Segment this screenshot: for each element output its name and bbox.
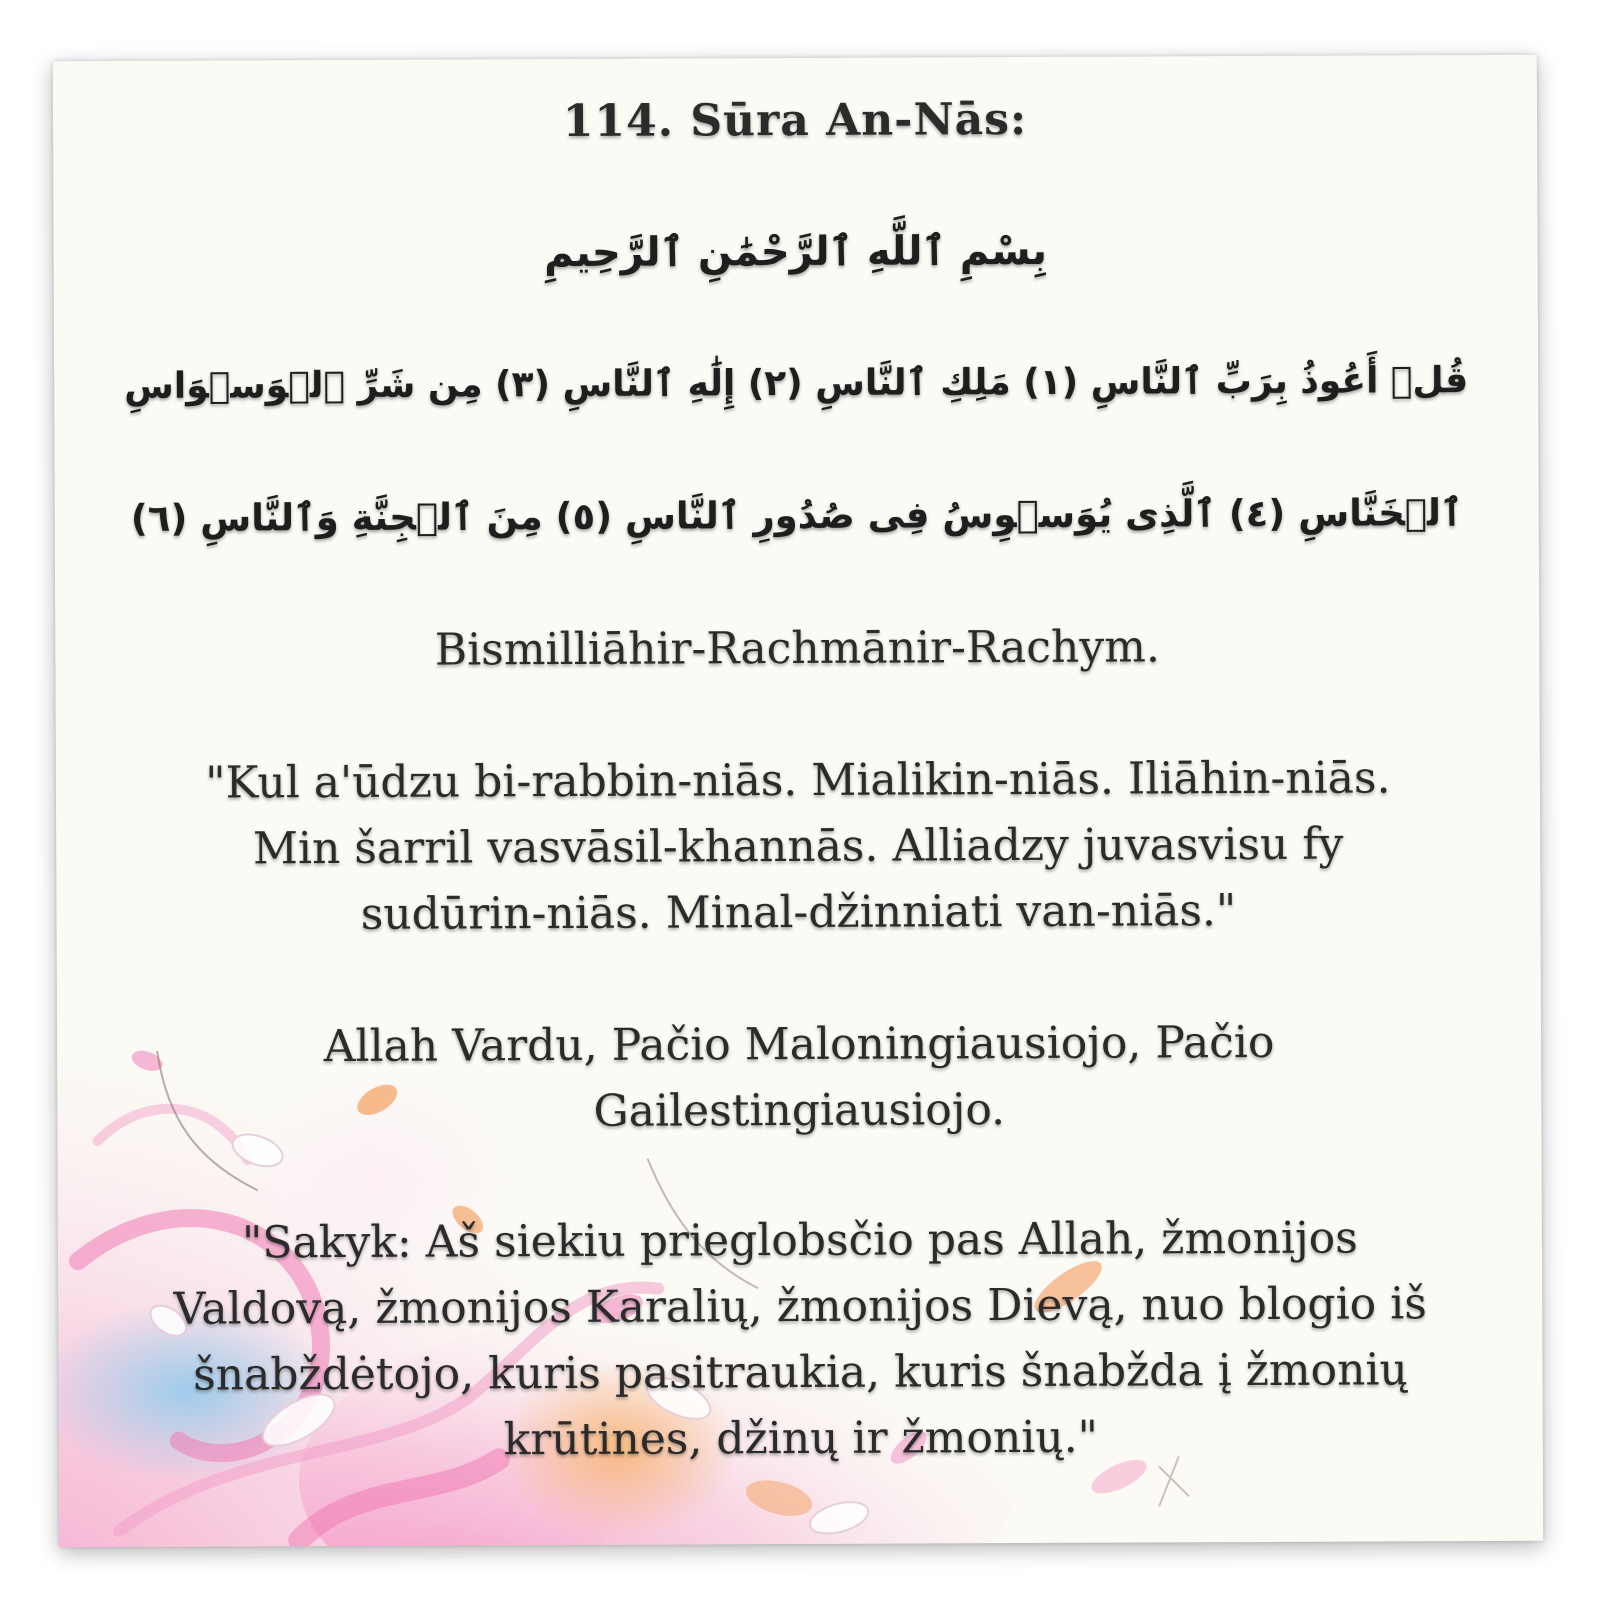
- text-layer: [53, 55, 1543, 1547]
- card: [53, 55, 1543, 1547]
- transliteration-line: "Kul a'ūdzu bi-rabbin-niās. Mialikin-niās. Iliāhin-niās.: [205, 752, 1391, 809]
- transliteration-line: sudūrin-niās. Minal-džinniati van-niās.": [360, 885, 1237, 940]
- translation-verse-line: "Sakyk: Aš siekiu prieglobsčio pas Allah, žmonijos: [241, 1212, 1358, 1269]
- transliteration-line: Min šarril vasvāsil-khannās. Alliadzy juvasvisu fy: [252, 818, 1344, 875]
- translation-basmala-line: Allah Vardu, Pačio Maloningiausiojo, Pačio: [323, 1016, 1275, 1073]
- arabic-verses-line-1: قُلۡ أَعُوذُ بِرَبِّ ٱلنَّاسِ (١) مَلِكِ ٱلنَّاسِ (٢) إِلَٰهِ ٱلنَّاسِ (٣) مِن شَرِّ ٱلۡوَسۡوَاسِ: [124, 360, 1469, 407]
- arabic-basmala: بِسْمِ ٱللَّهِ ٱلرَّحْمَٰنِ ٱلرَّحِيمِ: [544, 227, 1048, 277]
- translation-verse-line: Valdovą, žmonijos Karalių, žmonijos Dievą, nuo blogio iš: [173, 1278, 1427, 1335]
- arabic-verses-line-2: ٱلۡخَنَّاسِ (٤) ٱلَّذِى يُوَسۡوِسُ فِى صُدُورِ ٱلنَّاسِ (٥) مِنَ ٱلۡجِنَّةِ وَٱلنَّاسِ (٦): [130, 491, 1463, 540]
- translation-verse-line: šnabždėtojo, kuris pasitraukia, kuris šnabžda į žmonių: [193, 1344, 1408, 1401]
- transliteration-basmala: Bismilliāhir-Rachmānir-Rachym.: [434, 621, 1160, 676]
- translation-basmala-line: Gailestingiausiojo.: [593, 1084, 1006, 1137]
- translation-verse-line: krūtines, džinų ir žmonių.": [503, 1411, 1099, 1466]
- sura-title: 114. Sūra An-Nās:: [562, 93, 1028, 148]
